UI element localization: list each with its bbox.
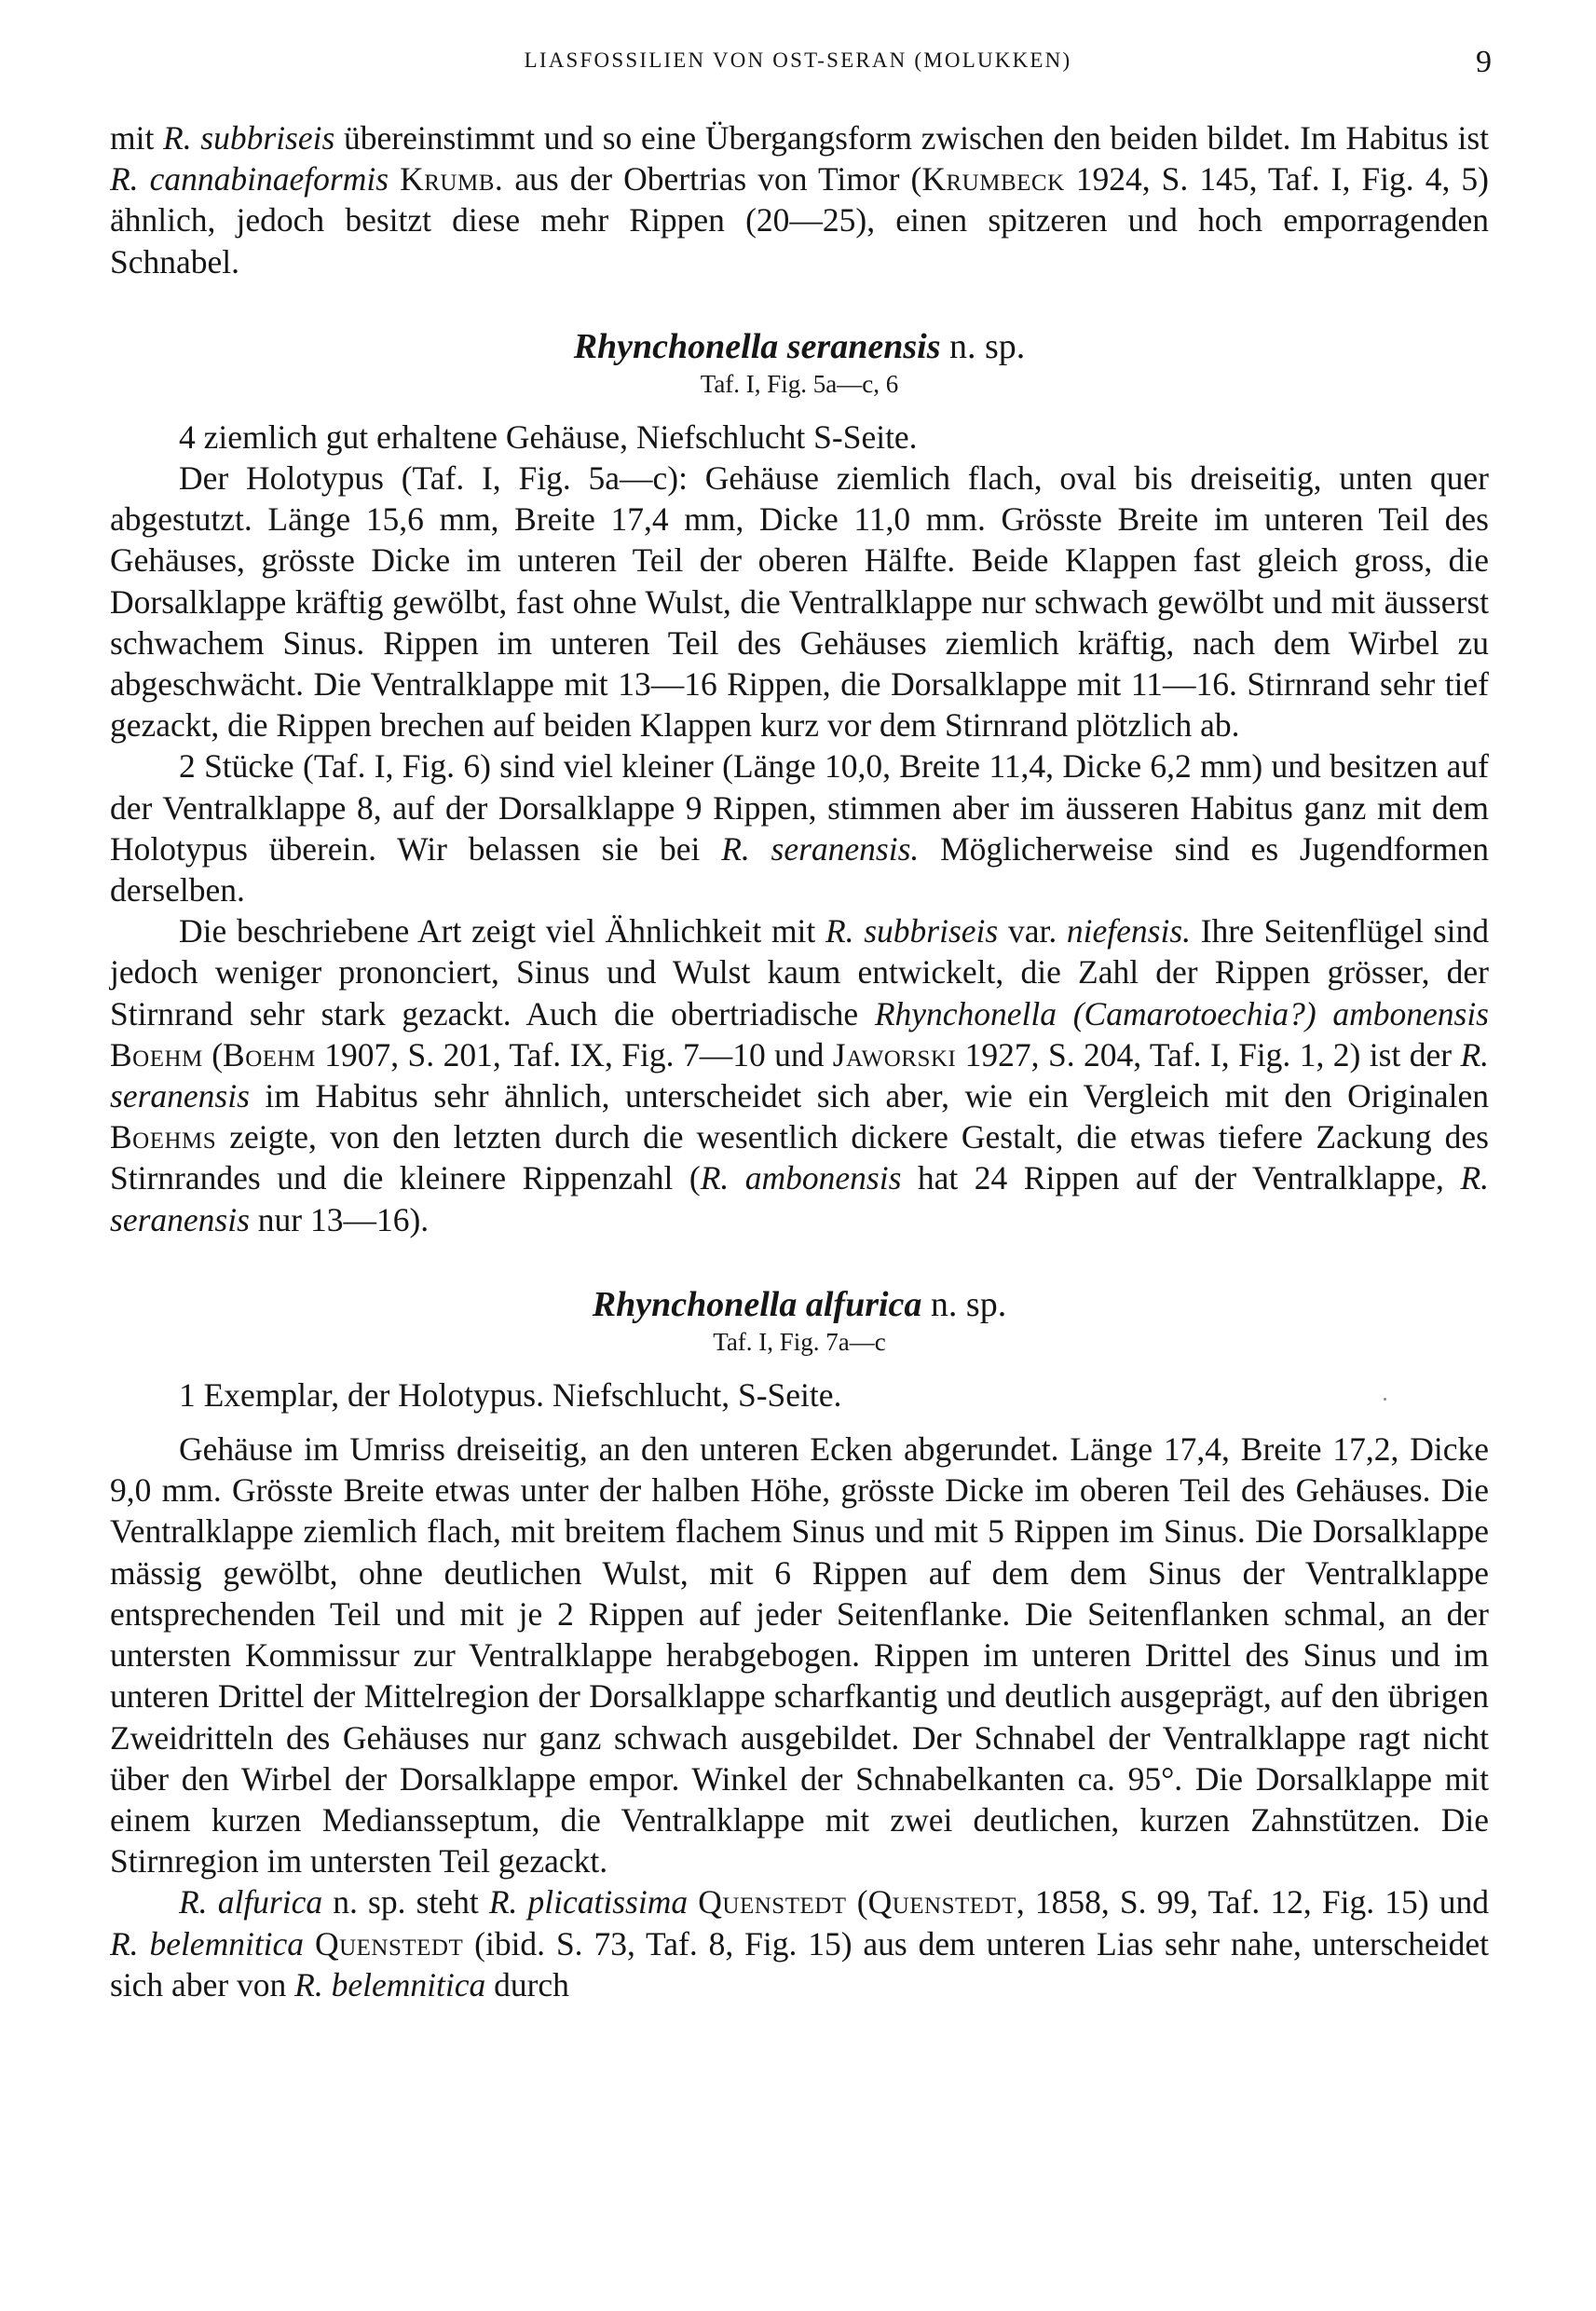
intro-paragraph: mit R. subbriseis übereinstimmt und so eine Übergangsform zwischen den beiden bildet. Im Habitus ist R. cannabinaeformis Krumb. aus der Obertrias von Timor (Krumbeck 1924, S. 145, Taf. I, Fig. 4, 5) ähnlich, jedoch besitzt diese mehr Rippen (20—25), einen spitzeren und hoch emporragenden Schnabel. (110, 119, 1490, 280)
author-name: Krumb. (400, 160, 504, 198)
species-name: R. cannabinaeformis (110, 160, 389, 198)
running-title: LIASFOSSILIEN VON OST-SERAN (MOLUKKEN) (524, 48, 1072, 72)
body-text (110, 117, 1489, 2005)
species-name: R. seranensis. (721, 829, 920, 868)
paragraph: Der Holotypus (Taf. I, Fig. 5a—c): Gehäuse ziemlich flach, oval bis dreiseitig, unten quer abgestutzt. Länge 15,6 mm, Breite 17,4 mm, Dicke 11,0 mm. Grösste Breite im unteren Teil des Gehäuses, grösste Dicke im unteren Teil der oberen Hälfte. Beide Klappen fast gleich gross, die Dorsalklappe kräftig gewölbt, fast ohne Wulst, die Ventralklappe nur schwach gewölbt und mit äusserst schwachem Sinus. Rippen im unteren Teil des Gehäuses ziemlich kräftig, nach dem Wirbel zu abgeschwächt. Die Ventralklappe mit 13—16 Rippen, die Dorsalklappe mit 11—16. Stirnrand sehr tief gezackt, die Rippen brechen auf beiden Klappen kurz vor dem Stirnrand plötzlich ab. (110, 459, 1489, 745)
paragraph: R. alfurica n. sp. steht R. plicatissima Quenstedt (Quenstedt, 1858, S. 99, Taf. 12, Fig. 15) und R. belemnitica Quenstedt (ibid. S. 73, Taf. 8, Fig. 15) aus dem unteren Lias sehr nahe, unterscheidet sich aber von R. belemnitica durch (110, 1883, 1490, 2003)
species-heading-seranensis: Rhynchonella seranensis n. sp. (573, 326, 1026, 366)
species-heading-alfurica: Rhynchonella alfurica n. sp. (592, 1284, 1007, 1324)
scan-speck (1384, 1398, 1386, 1401)
species-name: R. subbriseis (163, 119, 335, 157)
plate-reference: Taf. I, Fig. 7a—c (713, 1327, 886, 1356)
author-name: Krumbeck (921, 160, 1065, 198)
paragraph: 2 Stücke (Taf. I, Fig. 6) sind viel kleiner (Länge 10,0, Breite 11,4, Dicke 6,2 mm) und besitzen auf der Ventralklappe 8, auf der Dorsalklappe 9 Rippen, stimmen aber im äusseren Habitus ganz mit dem Holotypus überein. Wir belassen sie bei R. seranensis. Möglicherweise sind es Jugendformen derselben. (110, 747, 1490, 909)
plate-reference: Taf. I, Fig. 5a—c, 6 (700, 369, 899, 398)
paragraph: 1 Exemplar, der Holotypus. Niefschlucht, S-Seite. (179, 1375, 842, 1414)
paragraph: Gehäuse im Umriss dreiseitig, an den unteren Ecken abgerundet. Länge 17,4, Breite 17,2, Dicke 9,0 mm. Grösste Breite etwas unter der halben Höhe, grösste Dicke im oberen Teil des Gehäuses. Die Ventralklappe ziemlich flach, mit breitem flachem Sinus und mit 5 Rippen im Sinus. Die Dorsalklappe mässig gewölbt, ohne deutlichen Wulst, mit 6 Rippen auf dem dem Sinus der Ventralklappe entsprechenden Teil und mit je 2 Rippen auf jeder Seitenflanke. Die Seitenflanken schmal, an der untersten Kommissur zur Ventralklappe herabgebogen. Rippen im unteren Drittel des Sinus und im unteren Drittel der Mittelregion der Dorsalklappe scharfkantig und deutlich ausgeprägt, auf den übrigen Zweidritteln des Gehäuses nur ganz schwach ausgebildet. Der Schnabel der Ventralklappe ragt nicht über den Wirbel der Dorsalklappe empor. Winkel der Schnabelkanten ca. 95°. Die Dorsalklappe mit einem kurzen Mediansseptum, die Ventralklappe mit zwei deutlichen, kurzen Zahnstützen. Die Stirnregion im untersten Teil gezackt. (110, 1430, 1489, 1880)
paragraph: Die beschriebene Art zeigt viel Ähnlichkeit mit R. subbriseis var. niefensis. Ihre Seitenflügel sind jedoch weniger prononciert, Sinus und Wulst kaum entwickelt, die Zahl der Rippen grösser, der Stirnrand sehr stark gezackt. Auch die obertriadische Rhynchonella (Camarotoechia?) ambonensis Boehm (Boehm 1907, S. 201, Taf. IX, Fig. 7—10 und Jaworski 1927, S. 204, Taf. I, Fig. 1, 2) ist der R. seranensis im Habitus sehr ähnlich, unterscheidet sich aber, wie ein Vergleich mit den Originalen Boehms zeigte, von den letzten durch die wesentlich dickere Gestalt, die etwas tiefere Zackung des Stirnrandes und die kleinere Rippenzahl (R. ambonensis hat 24 Rippen auf der Ventralklappe, R. seranensis nur 13—16). (110, 912, 1490, 1238)
page-number: 9 (1476, 45, 1492, 79)
paragraph: 4 ziemlich gut erhaltene Gehäuse, Niefschlucht S-Seite. (179, 417, 918, 456)
